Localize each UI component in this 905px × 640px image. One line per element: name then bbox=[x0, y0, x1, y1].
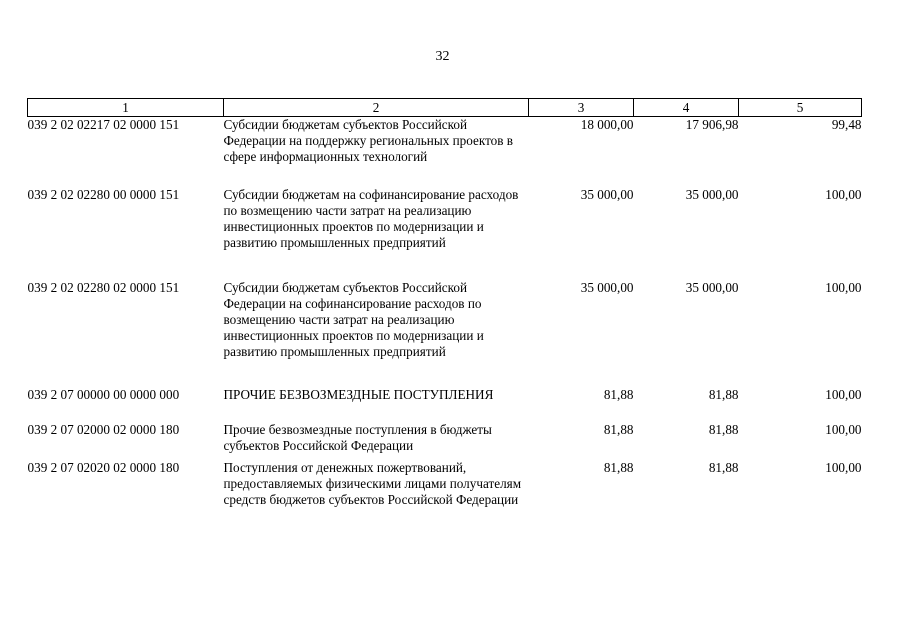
row-value-3: 81,88 bbox=[603, 459, 634, 475]
row-value-3: 35 000,00 bbox=[580, 279, 634, 295]
row-name bbox=[224, 460, 529, 530]
row-name-text: Субсидии бюджетам на софинансирование расходов по возмещению части затрат на реализацию инвестиционных проектов по модернизации и развитию промышленных предприятий bbox=[223, 186, 519, 250]
header-col-2: 2 bbox=[224, 99, 529, 117]
row-name bbox=[224, 280, 529, 387]
row-value-4: 35 000,00 bbox=[685, 279, 739, 295]
row-value-3: 81,88 bbox=[603, 421, 634, 437]
row-value-5: 100,00 bbox=[825, 186, 862, 202]
table-row bbox=[28, 187, 862, 280]
row-value-3: 18 000,00 bbox=[580, 117, 634, 132]
budget-table-container bbox=[27, 98, 861, 530]
row-code: 039 2 02 02280 02 0000 151 bbox=[27, 279, 180, 295]
header-row bbox=[28, 99, 862, 117]
budget-table bbox=[27, 98, 862, 530]
table-header bbox=[28, 99, 862, 117]
row-name-text: Поступления от денежных пожертвований, предоставляемых физическими лицами получателям средств бюджетов субъектов Российской Федерации bbox=[223, 459, 522, 507]
row-code: 039 2 07 02020 02 0000 180 bbox=[27, 459, 180, 475]
page-number: 32 bbox=[435, 49, 450, 64]
header-col-1: 1 bbox=[28, 99, 224, 117]
row-code: 039 2 07 00000 00 0000 000 bbox=[27, 386, 180, 402]
table-row bbox=[28, 460, 862, 530]
row-name bbox=[224, 387, 529, 422]
table-body bbox=[28, 117, 862, 530]
row-code: 039 2 07 02000 02 0000 180 bbox=[27, 421, 180, 437]
row-name bbox=[224, 187, 529, 280]
row-value-5: 100,00 bbox=[825, 279, 862, 295]
header-col-4: 4 bbox=[634, 99, 739, 117]
row-value-5: 100,00 bbox=[825, 386, 862, 402]
row-value-3: 81,88 bbox=[603, 386, 634, 402]
row-value-4: 81,88 bbox=[708, 459, 739, 475]
row-name bbox=[224, 422, 529, 460]
row-code: 039 2 02 02217 02 0000 151 bbox=[27, 117, 180, 132]
row-name bbox=[224, 117, 529, 187]
row-name-text: Субсидии бюджетам субъектов Российской Федерации на поддержку региональных проектов в сфере информационных технологий bbox=[223, 117, 514, 164]
row-name-text: ПРОЧИЕ БЕЗВОЗМЕЗДНЫЕ ПОСТУПЛЕНИЯ bbox=[223, 386, 494, 402]
table-row bbox=[28, 422, 862, 460]
row-name-text: Прочие безвозмездные поступления в бюджеты субъектов Российской Федерации bbox=[223, 421, 492, 453]
table-row bbox=[28, 387, 862, 422]
row-value-4: 81,88 bbox=[708, 421, 739, 437]
header-col-3: 3 bbox=[529, 99, 634, 117]
table-row bbox=[28, 280, 862, 387]
row-value-5: 99,48 bbox=[831, 117, 862, 132]
table-row bbox=[28, 117, 862, 187]
row-value-3: 35 000,00 bbox=[580, 186, 634, 202]
row-value-4: 17 906,98 bbox=[685, 117, 739, 132]
row-code: 039 2 02 02280 00 0000 151 bbox=[27, 186, 180, 202]
row-value-5: 100,00 bbox=[825, 421, 862, 437]
row-value-4: 35 000,00 bbox=[685, 186, 739, 202]
row-value-5: 100,00 bbox=[825, 459, 862, 475]
row-name-text: Субсидии бюджетам субъектов Российской Федерации на софинансирование расходов по возмещению части затрат на реализацию инвестиционных проектов по модернизации и развитию промышленных предприятий bbox=[223, 279, 484, 359]
row-value-4: 81,88 bbox=[708, 386, 739, 402]
header-col-5: 5 bbox=[739, 99, 862, 117]
